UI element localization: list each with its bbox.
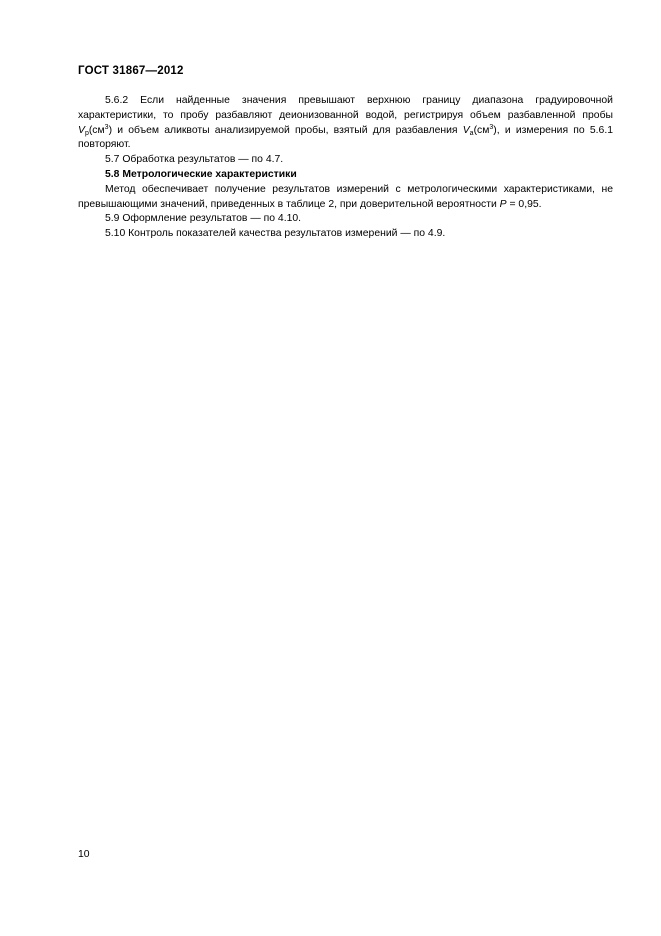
probability-symbol: P [499,198,507,210]
unit-cube-1: 3 [104,123,109,131]
paragraph-5-8-text [78,183,613,213]
unit-cube-2: 3 [489,123,494,131]
paragraph-5-6-2 [78,94,613,153]
paragraph-5-6-2-text-a: 5.6.2 Если найденные значения превышают верхнюю границу диапазона градуировочной характеристики, то пробу разбавляют деионизованной водой, регистрируя объем разбавленной пробы [78,95,613,121]
paragraph-5-8-text-a: Метод обеспечивает получение результатов измерений с метрологическими характеристиками, не превышающими значений, приведенных в таблице 2, при доверительной вероятности [78,183,613,210]
page-number: 10 [78,849,90,860]
section-heading-5-8: 5.8 Метрологические характеристики [105,168,297,180]
page-content [78,94,613,242]
volume-symbol-aliquot: V [462,124,470,136]
paragraph-5-9: 5.9 Оформление результатов — по 4.10. [105,213,302,225]
unit-cm-open-1: (см [88,124,105,136]
paragraph-5-8-text-b: = 0,95. [506,198,542,210]
volume-subscript-aliquot: а [469,129,474,137]
volume-symbol-diluted: V [78,124,85,136]
paragraph-5-7: 5.7 Обработка результатов — по 4.7. [105,154,284,166]
document-header: ГОСТ 31867—2012 [78,65,184,77]
paragraph-5-6-2-text-e: ), и измерения по 5.6.1 повторяют. [78,124,613,151]
unit-cm-open-2: (см [473,124,490,136]
volume-subscript-diluted: р [84,129,89,137]
paragraph-5-10: 5.10 Контроль показателей качества результатов измерений — по 4.9. [105,228,446,240]
paragraph-5-6-2-text-c: ) и объем аликвоты анализируемой пробы, взятый для разбавления [108,124,463,136]
